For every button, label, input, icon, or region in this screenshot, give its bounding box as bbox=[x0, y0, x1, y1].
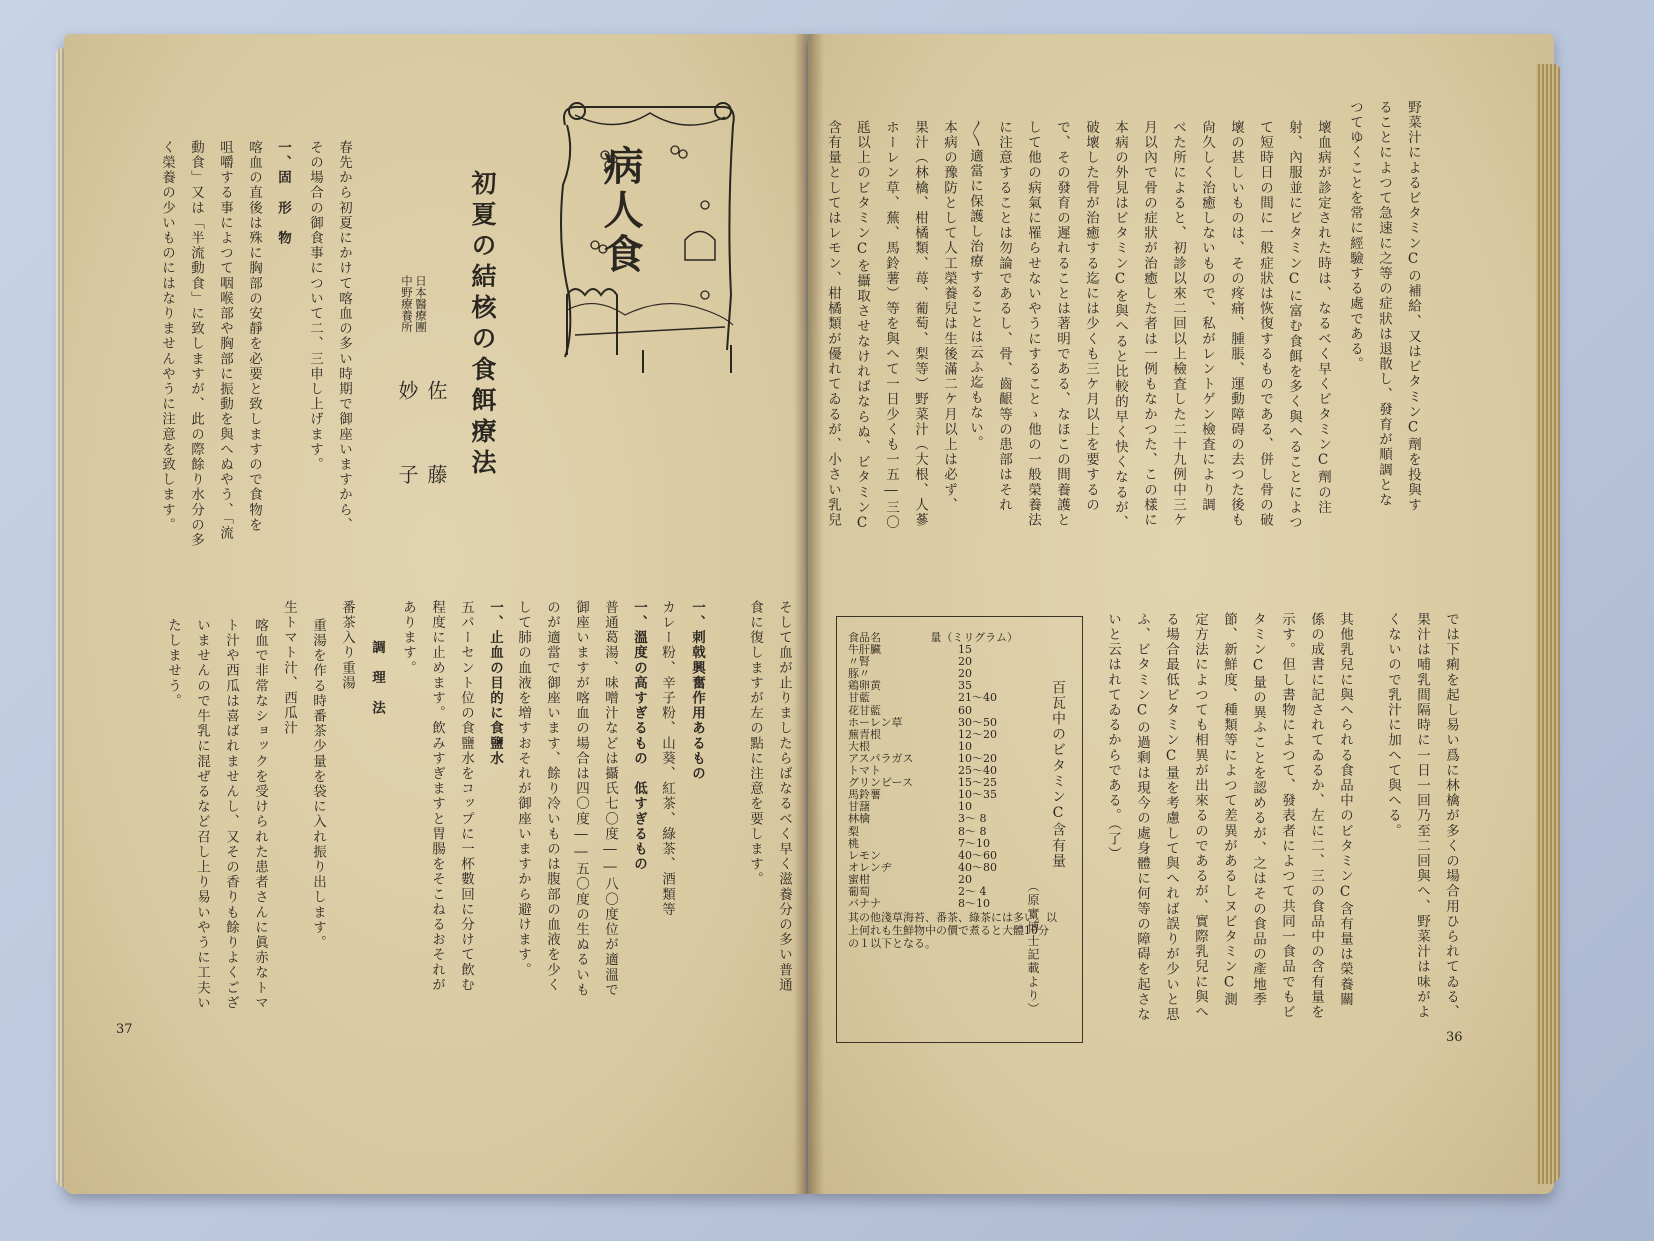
table-row: バナナ 8〜10 bbox=[848, 897, 990, 911]
heading-stimulants: 一、刺戟興奮作用あるもの bbox=[689, 600, 705, 782]
recipe-tomato-heading: 生トマト汁、西瓜汁 bbox=[281, 600, 297, 736]
table-row: グリンピース 15〜25 bbox=[848, 776, 997, 790]
table-row: 〃腎 20 bbox=[848, 655, 972, 669]
recipe-bancha-heading: 番茶入り重湯 bbox=[339, 600, 355, 691]
paragraph-prevention: 本病の豫防として人工榮養兒は生後滿二ケ月以上は必ず、 果汁（林檎、柑橘類、苺、葡萄、梨等）野菜汁（大根、人蔘 ホーレン草、蕪、馬鈴薯）等を與へて一日少くも一五―三〇 瓱以上のビタミンCを攝取させなければならぬ、ビタミンC 含有量としてはレモン、柑橘類が優れてゐるが、小さい乳兒 bbox=[825, 120, 957, 533]
vitamin-table-footnote: 其の他淺草海苔、番茶、綠茶には多い。以上何れも生鮮物中の價で煮ると大體10分の１以下となる。 bbox=[848, 911, 1057, 951]
table-row: レモン 40〜60 bbox=[848, 848, 997, 862]
table-header-value: 量（ミリグラム） bbox=[930, 631, 1018, 644]
table-row: 蕪青根 12〜20 bbox=[848, 727, 997, 741]
paragraph-temperature: 普通葛湯、味噌汁などは攝氏七〇度――八〇度位が適溫で 御座いますが喀血の場合は四〇度――五〇度の生ぬるいも のが適當で御座います、餘り冷いものは腹部の血液を少く して肺の血液を増すおそれが御座いますから避けます。 bbox=[515, 600, 618, 998]
table-row: アスパラガス 10〜20 bbox=[848, 751, 997, 765]
article-title: 初夏の結核の食餌療法 bbox=[468, 170, 497, 480]
heading-cooking: 調 理 法 bbox=[369, 640, 385, 716]
paragraph-infant-juice: では下痢を起し易い爲に林檎が多くの場合用ひられてゐる、 果汁は哺乳間隔時に一日一回乃至二回與へ、野菜汁は味がよ くないので乳汁に加へて與へる。 bbox=[1385, 612, 1459, 1020]
table-row: 甘藍 21〜40 bbox=[848, 691, 997, 705]
paragraph-saline: 五パーセント位の食鹽水をコップに一杯數回に分けて飲む 程度に止めます。飲みすぎますと胃腸をそこねるおそれが あります。 bbox=[400, 600, 474, 993]
table-row: 葡萄 2〜 4 bbox=[848, 884, 987, 898]
right-page-edges bbox=[1536, 64, 1560, 1184]
paragraph-vitamin-content: 其他乳兒に與へられる食品中のビタミンC含有量は榮養關 係の成書に記されてゐるか、左に二、三の食品中の含有量を 示す。但し書物によつて、發表者によつて共同一食品でもビ タミンC量の異ふことを認めるが、之はその食品の產地季 節、新鮮度、種類等によつて差異があるしヌビタミンC測 定方法によつても相異が出來るのであるが、實際乳兒に與へ る場合最低ビタミンC量を考慮して與へれば誤りが少いと思 ふ、ビタミンCの過剩は現今の處身體に何等の障碍を起さな いと云はれてゐるからである。（了） bbox=[1105, 612, 1353, 1023]
vitamin-table-title: 百瓦中のビタミンC含有量 bbox=[1050, 680, 1066, 870]
table-row: 鶏卵黄 35 bbox=[848, 679, 972, 693]
table-header-name: 食品名 bbox=[848, 632, 881, 644]
right-page-number: 36 bbox=[1446, 1030, 1463, 1045]
heading-saline: 一、止血の目的に食鹽水 bbox=[487, 600, 503, 767]
illustration-caption: 病人食 bbox=[597, 145, 644, 277]
sick-bed-illustration bbox=[555, 95, 740, 380]
paragraph-scurvy-treatment: 壞血病が診定された時は、なるべく早くビタミンC劑の注 射、內服並にビタミンCに富む食餌を多く與へることによつ て短時日の間に一般症狀は恢復するものである、併し骨の破 壞の甚しいものは、その疼痛、腫脹、運動障碍の去つた後も 尙久しく治癒しないもので、私がレントゲン檢査により調 べた所によると、初診以來二回以上檢査した二十九例中三ケ 月以內で骨の症狀が治癒した者は一例もなかつた、この樣に 本病の外見はビタミンCを與へると比較的早く快くなるが、 破壞した骨が治癒する迄には少くも三ケ月以上を要するの で、その發育の遲れることは著明である、なほこの間養護と して他の病氣に罹らせないやうにすることゝ他の一般榮養法 に注意することは勿論であるし、骨、齒齦等の患部はそれ 〳〵適當に保護し治療することは云ふ迄もない。 bbox=[967, 120, 1331, 531]
table-row: 梨 8〜 8 bbox=[848, 824, 987, 838]
table-row: トマト 25〜40 bbox=[848, 764, 997, 778]
intro-paragraph: 春先から初夏にかけて喀血の多い時期で御座いますから、 その場合の御食事について二、三申し上げます。 bbox=[307, 140, 352, 533]
table-row: 花甘藍 60 bbox=[848, 703, 972, 717]
table-row: オレンヂ 40〜80 bbox=[848, 860, 997, 874]
heading-solid-food: 一、固 形 物 bbox=[275, 140, 291, 246]
table-row: 大根 10 bbox=[848, 739, 972, 753]
table-row: 桃 7〜10 bbox=[848, 836, 990, 850]
left-page-number: 37 bbox=[116, 1022, 133, 1037]
vitamin-table-source: （原實博士記載より） bbox=[1026, 880, 1040, 1016]
table-row: 蜜柑 20 bbox=[848, 872, 972, 886]
heading-temperature: 一、溫度の高すぎるもの 低すぎるもの bbox=[631, 600, 647, 872]
table-row: 豚〃 20 bbox=[848, 667, 972, 681]
table-header bbox=[848, 632, 1018, 644]
table-row: 馬鈴薯 10〜35 bbox=[848, 788, 997, 802]
paragraph-vitamin-supply: 野菜汁によるビタミンCの補給、又はビタミンC劑を投與す ることによつて急速に之等の症狀は退散し、發育が順調とな つてゆくことを常に經驗する處である。 bbox=[1347, 100, 1421, 513]
author-name: 佐 藤 妙 子 bbox=[395, 380, 448, 548]
table-row: 林檎 3〜 8 bbox=[848, 812, 987, 826]
paragraph-after-bleeding: そして血が止りましたらばなるべく早く滋養分の多い普通 食に復しますが左の點に注意を要します。 bbox=[747, 600, 792, 993]
table-row: 牛肝臟 15 bbox=[848, 643, 972, 657]
recipe-tomato-text: 喀血で非常なショックを受けられた患者さんに眞赤なトマ ト汁や西瓜は喜ばれませんし、又その香りも餘りよくござ いませんので牛乳に混ぜるなど召し上り易いやうに工夫い たしませう。 bbox=[165, 618, 268, 1011]
author-affiliation: 日本醫療團 中野療養所 bbox=[400, 275, 428, 333]
table-row: 甘藷 10 bbox=[848, 800, 972, 814]
paragraph-solid-food: 喀血の直後は殊に胸部の安靜を必要と致しますので食物を 咀嚼する事によつて咽喉部や胸部に振動を與へぬやう、「流 動食」又は「半流動食」に致しますが、此の際餘り水分の多 く榮養の少いものにはなりませんやうに注意を致します。 bbox=[159, 140, 262, 548]
paragraph-stimulants: カレー粉、辛子粉、山葵、紅茶、綠茶、酒類等 bbox=[659, 600, 675, 918]
recipe-bancha-text: 重湯を作る時番茶少量を袋に入れ振り出します。 bbox=[310, 618, 326, 951]
table-row: ホーレン草 30〜50 bbox=[848, 715, 997, 729]
